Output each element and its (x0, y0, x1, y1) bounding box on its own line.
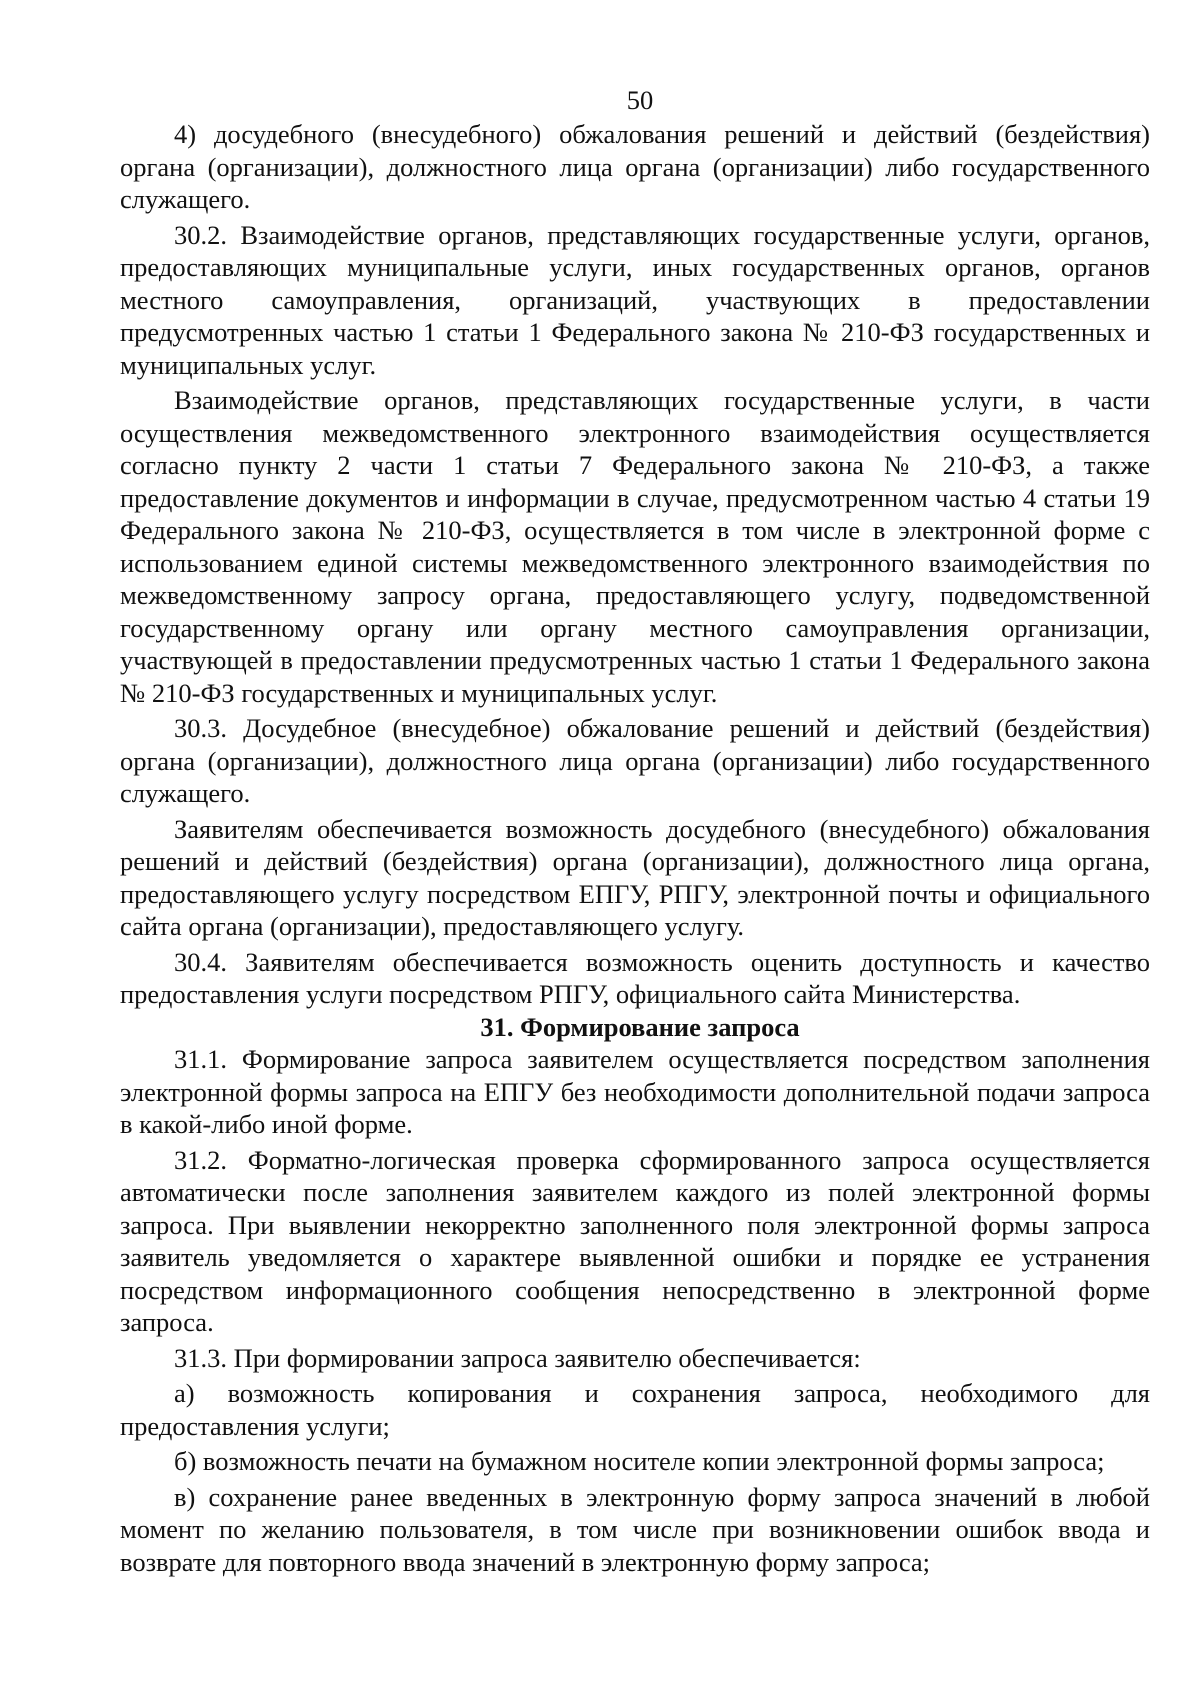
paragraph-30-4: 30.4. Заявителям обеспечивается возможность оценить доступность и качество предоставления услуги посредством РПГУ, официального сайта Министерства. (120, 946, 1150, 1009)
section-heading: 31. Формирование запроса (480, 1011, 800, 1042)
paragraph-appeal: Заявителям обеспечивается возможность досудебного (внесудебного) обжалования решений и действий (бездействия) органа (организации), должностного лица органа, предоставляющего услугу посредством ЕПГУ, РПГУ, электронной почты и официального сайта органа (организации), предоставляющего услугу. (120, 813, 1150, 941)
paragraph-item-4: 4) досудебного (внесудебного) обжалования решений и действий (бездействия) органа (организации), должностного лица органа (организации) либо государственного служащего. (120, 119, 1150, 214)
paragraph-item-v: в) сохранение ранее введенных в электронную форму запроса значений в любой момент по желанию пользователя, в том числе при возникновении ошибок ввода и возврате для повторного ввода значений в электронную форму запроса; (120, 1481, 1150, 1577)
paragraph-31-3: 31.3. При формировании запроса заявителю обеспечивается: (174, 1342, 861, 1373)
paragraph-item-a: а) возможность копирования и сохранения запроса, необходимого для предоставления услуги; (120, 1378, 1150, 1441)
paragraph-31-1: 31.1. Формирование запроса заявителем осуществляется посредством заполнения электронной формы запроса на ЕПГУ без необходимости дополнительной подачи запроса в какой-либо иной форме. (120, 1044, 1150, 1139)
document-page (120, 84, 1150, 1578)
paragraph-interaction: Взаимодействие органов, представляющих государственные услуги, в части осуществления межведомственного электронного взаимодействия осуществляется согласно пункту 2 части 1 статьи 7 Федерального закона № 210-ФЗ, а также предоставление документов и информации в случае, предусмотренном частью 4 статьи 19 Федерального закона № 210-ФЗ, осуществляется в том числе в электронной форме с использованием единой системы межведомственного электронного взаимодействия по межведомственному запросу органа, предоставляющего услугу, подведомственной государственному органу или органу местного самоуправления организации, участвующей в предоставлении предусмотренных частью 1 статьи 1 Федерального закона № 210-ФЗ государственных и муниципальных услуг. (120, 385, 1150, 708)
page-number: 50 (626, 85, 654, 115)
paragraph-30-2: 30.2. Взаимодействие органов, представляющих государственные услуги, органов, предоставляющих муниципальные услуги, иных государственных органов, органов местного самоуправления, организаций, участвующих в предоставлении предусмотренных частью 1 статьи 1 Федерального закона № 210-ФЗ государственных и муниципальных услуг. (120, 219, 1150, 380)
paragraph-30-3: 30.3. Досудебное (внесудебное) обжалование решений и действий (бездействия) органа (организации), должностного лица органа (организации) либо государственного служащего. (120, 713, 1150, 808)
paragraph-item-b: б) возможность печати на бумажном носителе копии электронной формы запроса; (174, 1446, 1105, 1476)
paragraph-31-2: 31.2. Форматно-логическая проверка сформированного запроса осуществляется автоматически после заполнения заявителем каждого из полей электронной формы запроса. При выявлении некорректно заполненного поля электронной формы запроса заявитель уведомляется о характере выявленной ошибки и порядке ее устранения посредством информационного сообщения непосредственно в электронной форме запроса. (120, 1144, 1150, 1337)
